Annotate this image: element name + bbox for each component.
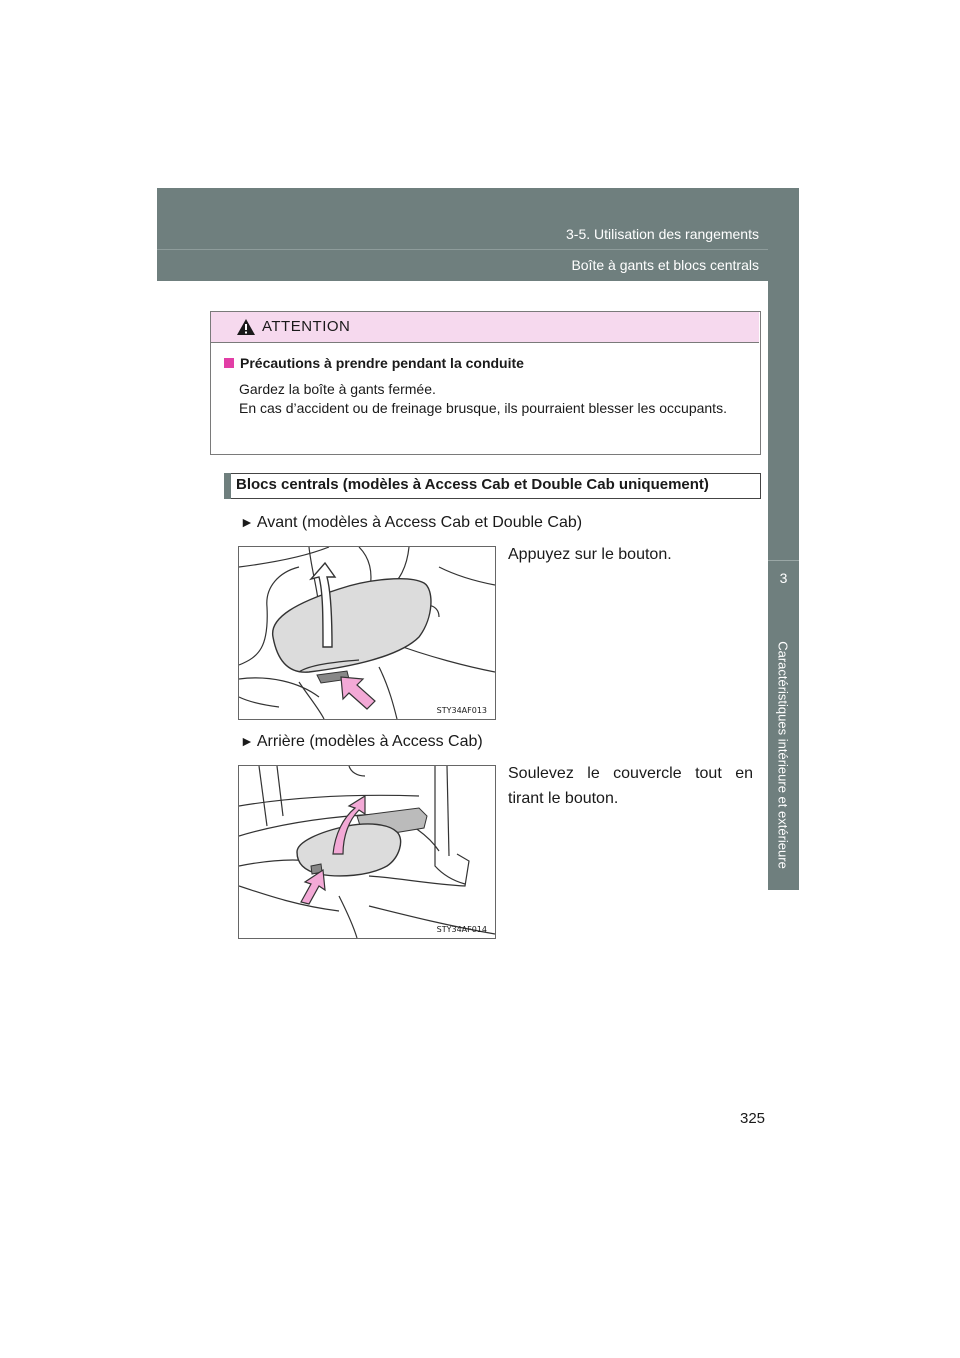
instruction-rear: Soulevez le couvercle tout en tirant le bouton. bbox=[508, 765, 753, 807]
figure-front-console bbox=[238, 546, 496, 720]
item-label-front: ► Avant (modèles à Access Cab et Double Cab) bbox=[240, 514, 583, 531]
figure-code: STY34AF014 bbox=[436, 925, 487, 934]
caution-text bbox=[239, 380, 753, 418]
triangle-bullet-icon: ► bbox=[240, 733, 254, 749]
caution-heading bbox=[224, 355, 524, 371]
figure-code: STY34AF013 bbox=[436, 706, 487, 715]
triangle-bullet-icon: ► bbox=[240, 514, 254, 530]
section-title: Blocs centrals (modèles à Access Cab et Double Cab uniquement) bbox=[236, 476, 709, 493]
page-number: 325 bbox=[740, 1110, 766, 1127]
square-bullet-icon bbox=[224, 358, 234, 368]
header-divider bbox=[157, 249, 799, 250]
instruction-front: Appuyez sur le bouton. bbox=[508, 546, 672, 563]
item-label-rear: ► Arrière (modèles à Access Cab) bbox=[240, 733, 483, 750]
rear-console-illustration bbox=[239, 766, 495, 938]
header-section-title: 3-5. Utilisation des rangements bbox=[566, 226, 759, 242]
section-header-accent bbox=[224, 473, 231, 499]
caution-heading-text: Précautions à prendre pendant la conduite bbox=[240, 355, 524, 371]
caution-line: Gardez la boîte à gants fermée. bbox=[239, 381, 436, 397]
front-console-illustration bbox=[239, 547, 495, 719]
side-tab-title: Caractéristiques intérieure et extérieure bbox=[775, 641, 791, 869]
side-tab-number: 3 bbox=[779, 570, 788, 586]
caution-title: ATTENTION bbox=[262, 318, 351, 335]
caution-line: En cas d’accident ou de freinage brusque, ils pourraient blesser les occupants. bbox=[239, 400, 727, 416]
warning-triangle-icon bbox=[236, 318, 256, 336]
header-subsection-title: Boîte à gants et blocs centrals bbox=[571, 257, 759, 273]
figure-rear-console bbox=[238, 765, 496, 939]
side-tab-divider bbox=[768, 560, 799, 561]
